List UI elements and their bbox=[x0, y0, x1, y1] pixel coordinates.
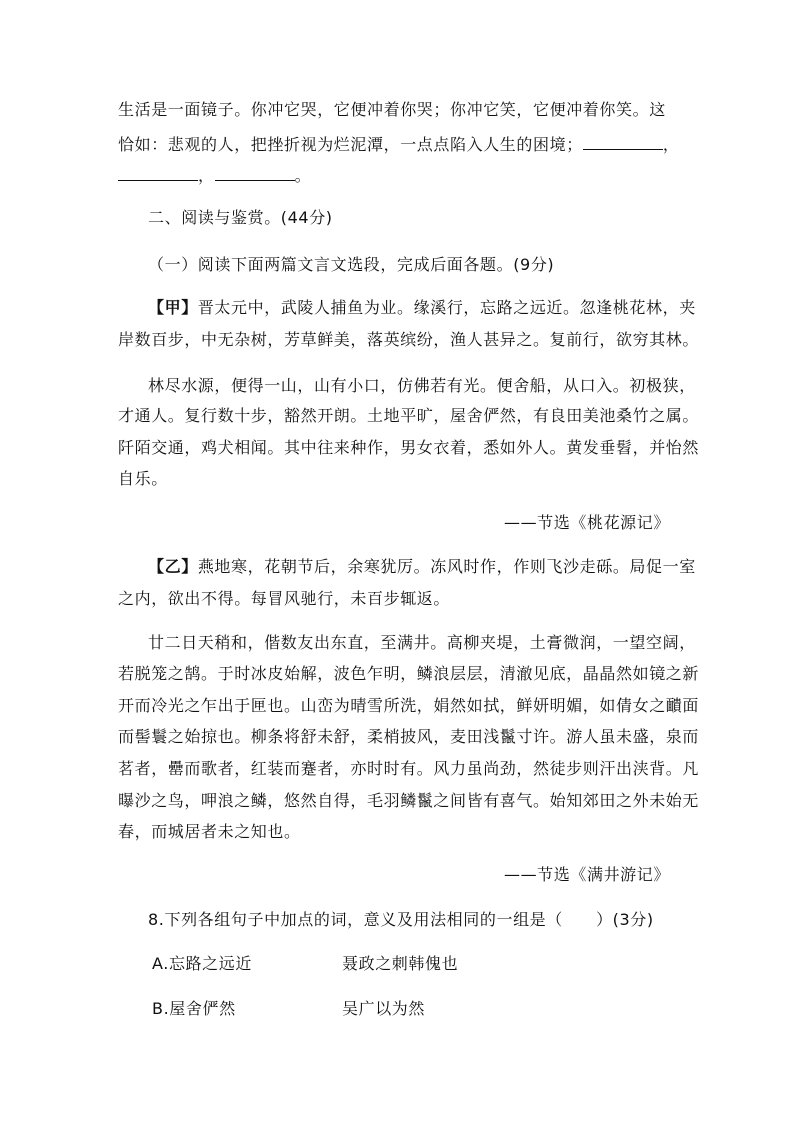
intro-line-2-text: 恰如：悲观的人，把挫折视为烂泥潭，一点点陷入人生的困境； bbox=[118, 135, 583, 154]
passage-jia-line-5: 阡陌交通，鸡犬相闻。其中往来种作，男女衣着，悉如外人。黄发垂髫，并怡然 bbox=[118, 438, 700, 457]
passage-yi-line-7: 茗者，罍而歌者，红装而蹇者，亦时时有。风力虽尚劲，然徒步则汗出浃背。凡 bbox=[118, 759, 700, 778]
intro-line-1: 生活是一面镜子。你冲它哭，它便冲着你哭；你冲它笑，它便冲着你笑。这 bbox=[118, 100, 666, 119]
passage-yi-mark: 【乙】 bbox=[148, 557, 198, 576]
passage-yi-text-1: 燕地寒，花朝节后，余寒犹厉。冻风时作，作则飞沙走砾。局促一室 bbox=[197, 557, 696, 576]
passage-yi-line-4: 若脱笼之鹄。于时冰皮始解，波色乍明，鳞浪层层，清澈见底，晶晶然如镜之新 bbox=[118, 664, 700, 683]
intro-line-3-sep: ， bbox=[198, 166, 215, 185]
option-b-right: 吴广以为然 bbox=[342, 999, 426, 1018]
option-a-left[interactable]: A.忘路之远近 bbox=[152, 954, 252, 973]
passage-yi-line-3: 廿二日天稍和，偕数友出东直，至满井。高柳夹堤，土膏微润，一望空阔， bbox=[148, 633, 696, 652]
passage-jia-line-6: 自乐。 bbox=[118, 469, 168, 488]
option-b-left[interactable]: B.屋舍俨然 bbox=[152, 999, 236, 1018]
passage-yi-source: ——节选《满井游记》 bbox=[503, 865, 670, 884]
answer-blank-1[interactable] bbox=[583, 135, 663, 150]
sub-heading: （一）阅读下面两篇文言文选段，完成后面各题。(9分) bbox=[148, 255, 555, 274]
passage-yi-line-6: 而髻鬟之始掠也。柳条将舒未舒，柔梢披风，麦田浅鬣寸许。游人虽未盛，泉而 bbox=[118, 727, 700, 746]
passage-jia-line-2: 岸数百步，中无杂树，芳草鲜美，落英缤纷，渔人甚异之。复前行，欲穷其林。 bbox=[118, 330, 700, 349]
passage-jia-text-1: 晋太元中，武陵人捕鱼为业。缘溪行，忘路之远近。忽逢桃花林，夹 bbox=[197, 298, 696, 317]
answer-blank-2[interactable] bbox=[118, 166, 198, 181]
passage-yi-line-1 bbox=[148, 557, 708, 577]
section-heading: 二、阅读与鉴赏。(44分) bbox=[148, 208, 333, 227]
passage-jia-line-3: 林尽水源，便得一山，山有小口，仿佛若有光。便舍船，从口入。初极狭， bbox=[148, 376, 696, 395]
question-8-stem: 8.下列各组句子中加点的词，意义及用法相同的一组是（ ）(3分) bbox=[148, 910, 654, 929]
intro-line-3 bbox=[118, 166, 678, 186]
passage-jia-mark: 【甲】 bbox=[148, 298, 198, 317]
intro-line-2-comma: ， bbox=[662, 135, 680, 154]
intro-line-2 bbox=[118, 135, 678, 155]
passage-jia-line-1 bbox=[148, 298, 708, 318]
passage-jia-source: ——节选《桃花源记》 bbox=[503, 513, 670, 532]
intro-line-3-end: 。 bbox=[294, 166, 312, 185]
passage-jia-line-4: 才通人。复行数十步，豁然开朗。土地平旷，屋舍俨然，有良田美池桑竹之属。 bbox=[118, 406, 700, 425]
answer-blank-3[interactable] bbox=[215, 166, 295, 181]
passage-yi-line-8: 曝沙之鸟，呷浪之鳞，悠然自得，毛羽鳞鬣之间皆有喜气。始知郊田之外未始无 bbox=[118, 791, 700, 810]
option-a-right: 聂政之刺韩傀也 bbox=[342, 954, 459, 973]
passage-yi-line-2: 之内，欲出不得。每冒风驰行，未百步辄返。 bbox=[118, 589, 451, 608]
passage-yi-line-9: 春，而城居者未之知也。 bbox=[118, 822, 301, 841]
passage-yi-line-5: 开而冷光之乍出于匣也。山峦为晴雪所洗，娟然如拭，鲜妍明媚，如倩女之靧面 bbox=[118, 696, 700, 715]
